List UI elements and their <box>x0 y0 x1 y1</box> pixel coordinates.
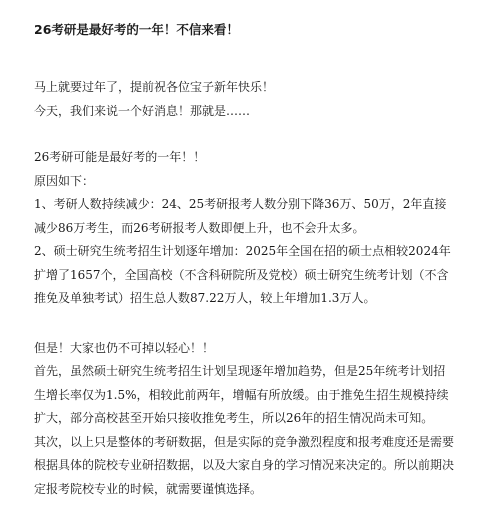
reason2-line-3: 推免及单独考试）招生总人数87.22万人，较上年增加1.3万人。 <box>34 291 376 305</box>
intro-line-2: 今天，我们来说一个好消息！那就是…… <box>34 103 251 118</box>
reason2-line-1: 2、硕士研究生统考招生计划逐年增加：2025年全国在招的硕士点相较2024年 <box>34 244 451 258</box>
second-line-1: 其次，以上只是整体的考研数据，但是实际的竞争激烈程度和报考难度还是需要 <box>34 434 455 449</box>
first-line-3: 扩大，部分高校甚至开始只接收推免考生，所以26年的招生情况尚未可知。 <box>34 411 434 425</box>
reason2-line-2: 扩增了1657个，全国高校（不含科研院所及党校）硕士研究生统考计划（不含 <box>34 267 449 282</box>
reason1-line-2: 减少86万考生，而26考研报考人数即便上升，也不会升太多。 <box>34 220 365 235</box>
spacer <box>34 123 474 146</box>
first-line-2: 生增长率仅为1.5%，相较此前两年，增幅有所放缓。由于推免生招生规模持续 <box>34 387 449 402</box>
reason1-line-1: 1、考研人数持续减少：24、25考研报考人数分别下降36万、50万，2年直接 <box>34 197 447 211</box>
caution-line: 但是！大家也仍不可掉以轻心！！ <box>34 340 215 355</box>
intro-line-1: 马上就要过年了，提前祝各位宝子新年快乐！ <box>34 80 275 94</box>
article-title: 26考研是最好考的一年！不信来看！ <box>34 22 239 37</box>
second-line-3: 定报考院校专业的时候，就需要谨慎选择。 <box>34 481 263 496</box>
second-line-2: 根据具体的院校专业研招数据，以及大家自身的学习情况来决定的。所以前期决 <box>34 458 455 472</box>
article-body <box>34 22 474 501</box>
reasons-label: 原因如下： <box>34 173 95 188</box>
spacer <box>34 311 474 337</box>
first-line-1: 首先，虽然硕士研究生统考招生计划呈现逐年增加趋势，但是25年统考计划招 <box>34 364 446 378</box>
headline: 26考研可能是最好考的一年！！ <box>34 150 206 164</box>
